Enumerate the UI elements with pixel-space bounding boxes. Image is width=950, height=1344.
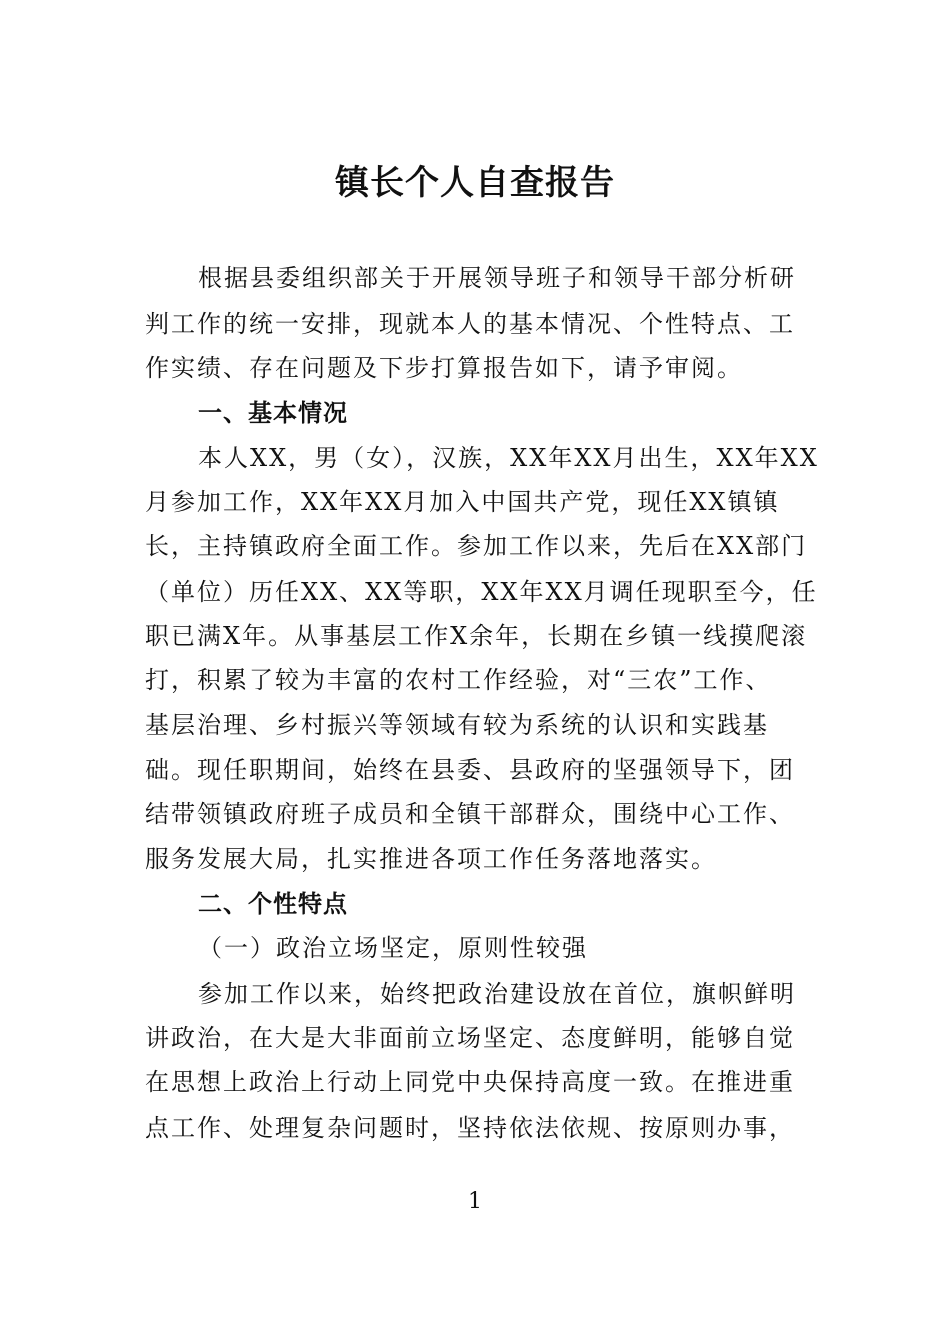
paragraph-line: 点工作、处理复杂问题时，坚持依法依规、按原则办事， <box>145 1114 795 1142</box>
paragraph-line: （单位）历任XX、XX等职，XX年XX月调任现职至今，任 <box>145 578 818 606</box>
section-heading-personality: 二、个性特点 <box>198 890 348 918</box>
section-heading-basic-info: 一、基本情况 <box>198 399 348 427</box>
paragraph-line: 服务发展大局，扎实推进各项工作任务落地落实。 <box>145 845 717 873</box>
paragraph-line: 础。现任职期间，始终在县委、县政府的坚强领导下，团 <box>145 756 795 784</box>
paragraph-line: 根据县委组织部关于开展领导班子和领导干部分析研 <box>198 264 796 292</box>
paragraph-line: 作实绩、存在问题及下步打算报告如下，请予审阅。 <box>145 354 743 382</box>
paragraph-line: 参加工作以来，始终把政治建设放在首位，旗帜鲜明 <box>198 980 796 1008</box>
paragraph-line: 讲政治，在大是大非面前立场坚定、态度鲜明，能够自觉 <box>145 1024 795 1052</box>
paragraph-line: 基层治理、乡村振兴等领域有较为系统的认识和实践基 <box>145 711 769 739</box>
paragraph-line: 判工作的统一安排，现就本人的基本情况、个性特点、工 <box>145 310 795 338</box>
page-number: 1 <box>468 1189 482 1214</box>
paragraph-line: 结带领镇政府班子成员和全镇干部群众，围绕中心工作、 <box>145 800 795 828</box>
paragraph-line: 职已满X年。从事基层工作X余年，长期在乡镇一线摸爬滚 <box>145 622 808 650</box>
document-title: 镇长个人自查报告 <box>335 163 615 203</box>
subsection-heading-political-stance: （一）政治立场坚定，原则性较强 <box>198 934 588 962</box>
paragraph-line: 月参加工作，XX年XX月加入中国共产党，现任XX镇镇 <box>145 488 780 516</box>
paragraph-line: 本人XX，男（女），汉族，XX年XX月出生，XX年XX <box>198 444 819 472</box>
paragraph-line: 长，主持镇政府全面工作。参加工作以来，先后在XX部门 <box>145 532 808 560</box>
paragraph-line: 打，积累了较为丰富的农村工作经验，对“三农”工作、 <box>145 666 772 694</box>
paragraph-line: 在思想上政治上行动上同党中央保持高度一致。在推进重 <box>145 1068 795 1096</box>
